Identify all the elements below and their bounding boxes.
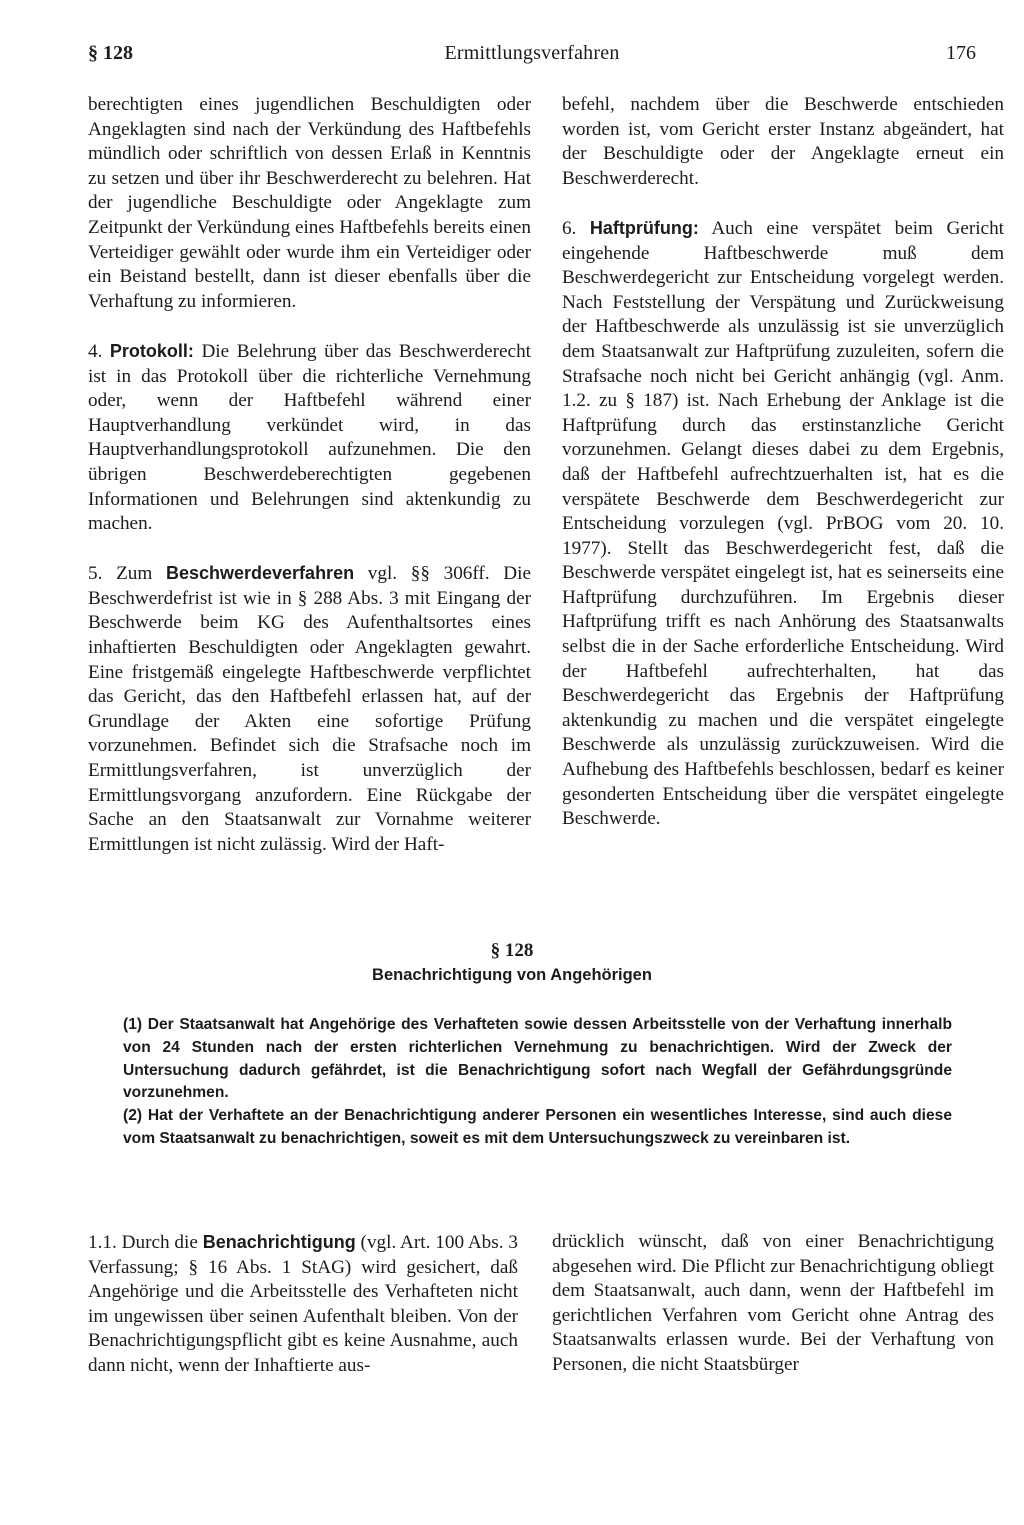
section-number: § 128 [490, 940, 534, 961]
item-number: 1.1. Durch die [88, 1232, 203, 1253]
statute-paragraph-2: (2) Hat der Verhaftete an der Benachrichtigung anderer Personen ein wesentliches Interesse, sind auch diese vom Staatsanwalt zu benachrichtigen, soweit es mit dem Untersuchungszweck zu vereinbaren ist. [123, 1107, 952, 1147]
keyword: Beschwerdeverfahren [165, 563, 355, 584]
statute-paragraph-1: (1) Der Staatsanwalt hat Angehörige des Verhafteten sowie dessen Arbeitsstelle von der Verhaftung innerhalb von 24 Stunden nach der ersten richterlichen Vernehmung zu benachrichtigen. Wird der Zweck der Untersuchung dadurch gefährdet, ist die Benachrichtigung sofort nach Wegfall der Gefährdungsgründe vorzunehmen. [123, 1016, 952, 1102]
left-text-column [88, 93, 531, 857]
paragraph-text: (vgl. Art. 100 Abs. 3 Verfassung; § 16 Abs. 1 StAG) wird gesichert, daß Angehörige und die Arbeitsstelle des Verhafteten nicht im ungewissen über seinen Aufenthalt bleiben. Von der Benachrichtigungspflicht gibt es keine Ausnahme, auch dann nicht, wenn der Inhaftierte aus- [88, 1232, 518, 1376]
right-text-column [562, 93, 1004, 832]
keyword: Protokoll: [109, 340, 194, 361]
item-number: 4. [88, 340, 110, 362]
statute-text [123, 1014, 952, 1151]
paragraph: drücklich wünscht, daß von einer Benachrichtigung abgesehen wird. Die Pflicht zur Benachrichtigung obliegt dem Staatsanwalt, auch dann, wenn der Haftbefehl im gerichtlichen Verfahren vom Gericht ohne Antrag des Staatsanwalts erlassen wurde. Bei der Verhaftung von Personen, die nicht Staatsbürger [552, 1231, 994, 1375]
paragraph-text: vgl. §§ 306ff. Die Beschwerdefrist ist wie in § 288 Abs. 3 mit Eingang der Beschwerde beim KG des Aufenthaltsortes eines inhaftierten Beschuldigten oder Angeklagten gewahrt. Eine fristgemäß eingelegte Haftbeschwerde verpflichtet das Gericht, das den Haftbefehl erlassen hat, auf der Grundlage der Akten eine sofortige Prüfung vorzunehmen. Befindet sich die Strafsache noch im Ermittlungsverfahren, ist unverzüglich der Ermittlungsvorgang anzufordern. Eine Rückgabe der Sache an den Staatsanwalt zur Vornahme weiterer Ermittlungen ist nicht zulässig. Wird der Haft- [88, 563, 531, 855]
paragraph: befehl, nachdem über die Beschwerde entschieden worden ist, vom Gericht erster Instanz abgeändert, hat der Beschuldigte oder der Angeklagte erneut ein Beschwerderecht. [562, 94, 1004, 189]
paragraph-benachrichtigung [88, 1230, 518, 1379]
page-header [88, 42, 976, 72]
paragraph-protokoll [88, 339, 531, 537]
page-number: 176 [946, 42, 976, 64]
paragraph-beschwerdeverfahren [88, 561, 531, 857]
paragraph-haftpruefung [562, 216, 1004, 832]
bottom-left-column [88, 1230, 518, 1379]
paragraph-text: Die Belehrung über das Beschwerderecht ist in das Protokoll über die richterliche Vernehmung oder, wenn der Haftbefehl während einer Hauptverhandlung verkündet wird, in das Hauptverhandlungsprotokoll aufzunehmen. Die den übrigen Beschwerdeberechtigten gegebenen Informationen und Belehrungen sind aktenkundig zu machen. [88, 340, 531, 535]
item-number: 6. [562, 217, 590, 239]
paragraph: berechtigten eines jugendlichen Beschuldigten oder Angeklagten sind nach der Verkündung des Haftbefehls mündlich oder schriftlich von dessen Erlaß in Kenntnis zu setzen und über ihr Beschwerderecht zu belehren. Hat der jugendliche Beschuldigte oder Angeklagte zum Zeitpunkt der Verkündung eines Haftbefehls bereits einen Verteidiger gewählt oder wurde ihm ein Verteidiger oder ein Beistand bestellt, dann ist dieser ebenfalls über die Verhaftung zu informieren. [88, 94, 531, 312]
header-title: Ermittlungsverfahren [444, 42, 620, 64]
keyword: Benachrichtigung [202, 1232, 356, 1252]
item-number: 5. Zum [88, 563, 166, 585]
section-title: Benachrichtigung von Angehörigen [372, 966, 652, 984]
keyword: Haftprüfung: [589, 217, 699, 238]
bottom-right-column [552, 1230, 994, 1378]
paragraph-text: Auch eine verspätet beim Gericht eingehende Haftbeschwerde muß dem Beschwerdegericht zur Entscheidung vorgelegt werden. Nach Feststellung der Verspätung und Zurückweisung der Haftbeschwerde als unzulässig ist sie unverzüglich dem Staatsanwalt zur Haftprüfung zuzuleiten, sofern die Strafsache noch nicht bei Gericht anhängig (vgl. Anm. 1.2. zu § 187) ist. Nach Erhebung der Anklage ist die Haftprüfung durch das erstinstanzliche Gericht vorzunehmen. Gelangt dieses dabei zu dem Ergebnis, daß der Haftbefehl aufrechtzuerhalten ist, hat es die verspätete Beschwerde dem Beschwerdegericht zur Entscheidung vorzulegen (vgl. PrBOG vom 20. 10. 1977). Stellt das Beschwerdegericht fest, daß die Beschwerde verspätet eingelegt ist, hat es seinerseits eine Haftprüfung durchzuführen. Im Ergebnis dieser Haftprüfung trifft es nach Anhörung des Staatsanwalts selbst die in der Sache erforderliche Entscheidung. Wird der Haftbefehl aufrechterhalten, hat das Beschwerdegericht das Ergebnis der Haftprüfung aktenkundig zu machen und die verspätet eingelegte Beschwerde als unzulässig zurückzuweisen. Wird die Aufhebung des Haftbefehls beschlossen, bedarf es keiner gesonderten Entscheidung über die verspätet eingelegte Beschwerde. [562, 217, 1005, 830]
header-section-number: § 128 [88, 42, 133, 64]
